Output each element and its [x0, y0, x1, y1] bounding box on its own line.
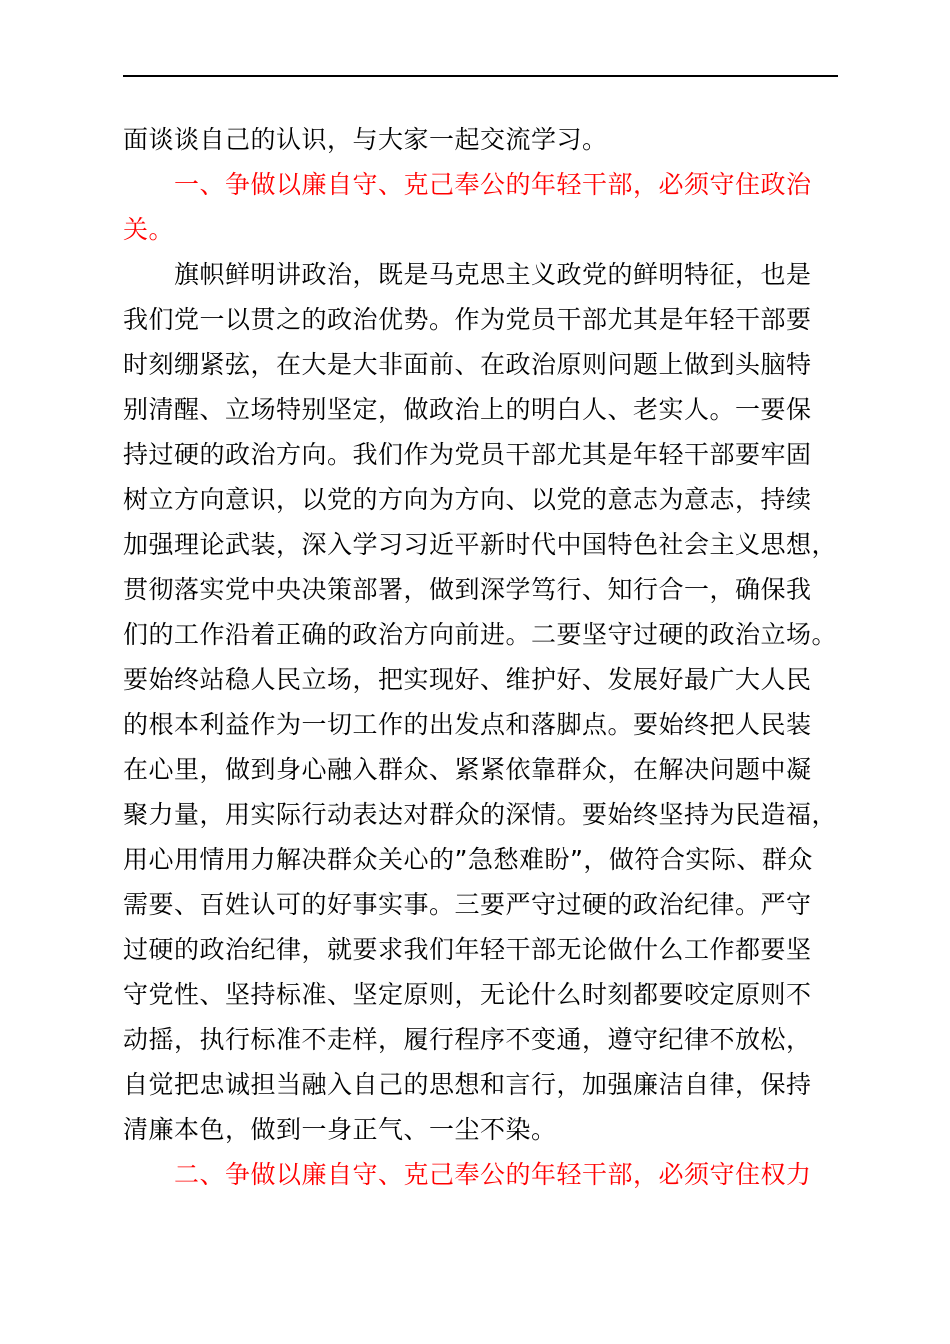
paragraph-line: 要始终站稳人民立场，把实现好、维护好、发展好最广大人民: [123, 665, 812, 694]
section-heading-2: 二、争做以廉自守、克己奉公的年轻干部，必须守住权力: [174, 1160, 812, 1189]
paragraph-line: 需要、百姓认可的好事实事。三要严守过硬的政治纪律。严守: [123, 890, 812, 919]
paragraph-line: 们的工作沿着正确的政治方向前进。二要坚守过硬的政治立场。: [123, 620, 838, 649]
paragraph-line: 时刻绷紧弦，在大是大非面前、在政治原则问题上做到头脑特: [123, 350, 812, 379]
paragraph-line: 贯彻落实党中央决策部署，做到深学笃行、知行合一，确保我: [123, 575, 812, 604]
text-line: 面谈谈自己的认识，与大家一起交流学习。: [123, 125, 608, 154]
paragraph-line: 旗帜鲜明讲政治，既是马克思主义政党的鲜明特征，也是: [174, 260, 812, 289]
paragraph-line: 动摇，执行标准不走样，履行程序不变通，遵守纪律不放松，: [123, 1025, 812, 1054]
section-heading-1-continued: 关。: [123, 215, 175, 244]
paragraph-line: 加强理论武装，深入学习习近平新时代中国特色社会主义思想，: [123, 530, 838, 559]
paragraph-line: 自觉把忠诚担当融入自己的思想和言行，加强廉洁自律，保持: [123, 1070, 812, 1099]
paragraph-line: 别清醒、立场特别坚定，做政治上的明白人、老实人。一要保: [123, 395, 812, 424]
paragraph-line: 在心里，做到身心融入群众、紧紧依靠群众，在解决问题中凝: [123, 755, 812, 784]
paragraph-line: 聚力量，用实际行动表达对群众的深情。要始终坚持为民造福，: [123, 800, 838, 829]
paragraph-line: 守党性、坚持标准、坚定原则，无论什么时刻都要咬定原则不: [123, 980, 812, 1009]
paragraph-line: 持过硬的政治方向。我们作为党员干部尤其是年轻干部要牢固: [123, 440, 812, 469]
paragraph-line: 过硬的政治纪律，就要求我们年轻干部无论做什么工作都要坚: [123, 935, 812, 964]
paragraph-line: 用心用情用力解决群众关心的”急愁难盼”，做符合实际、群众: [123, 845, 813, 874]
paragraph-line: 树立方向意识，以党的方向为方向、以党的意志为意志，持续: [123, 485, 812, 514]
section-heading-1: 一、争做以廉自守、克己奉公的年轻干部，必须守住政治: [174, 170, 812, 199]
header-rule: [123, 75, 838, 77]
paragraph-line: 我们党一以贯之的政治优势。作为党员干部尤其是年轻干部要: [123, 305, 812, 334]
paragraph-line: 的根本利益作为一切工作的出发点和落脚点。要始终把人民装: [123, 710, 812, 739]
paragraph-line: 清廉本色，做到一身正气、一尘不染。: [123, 1115, 557, 1144]
